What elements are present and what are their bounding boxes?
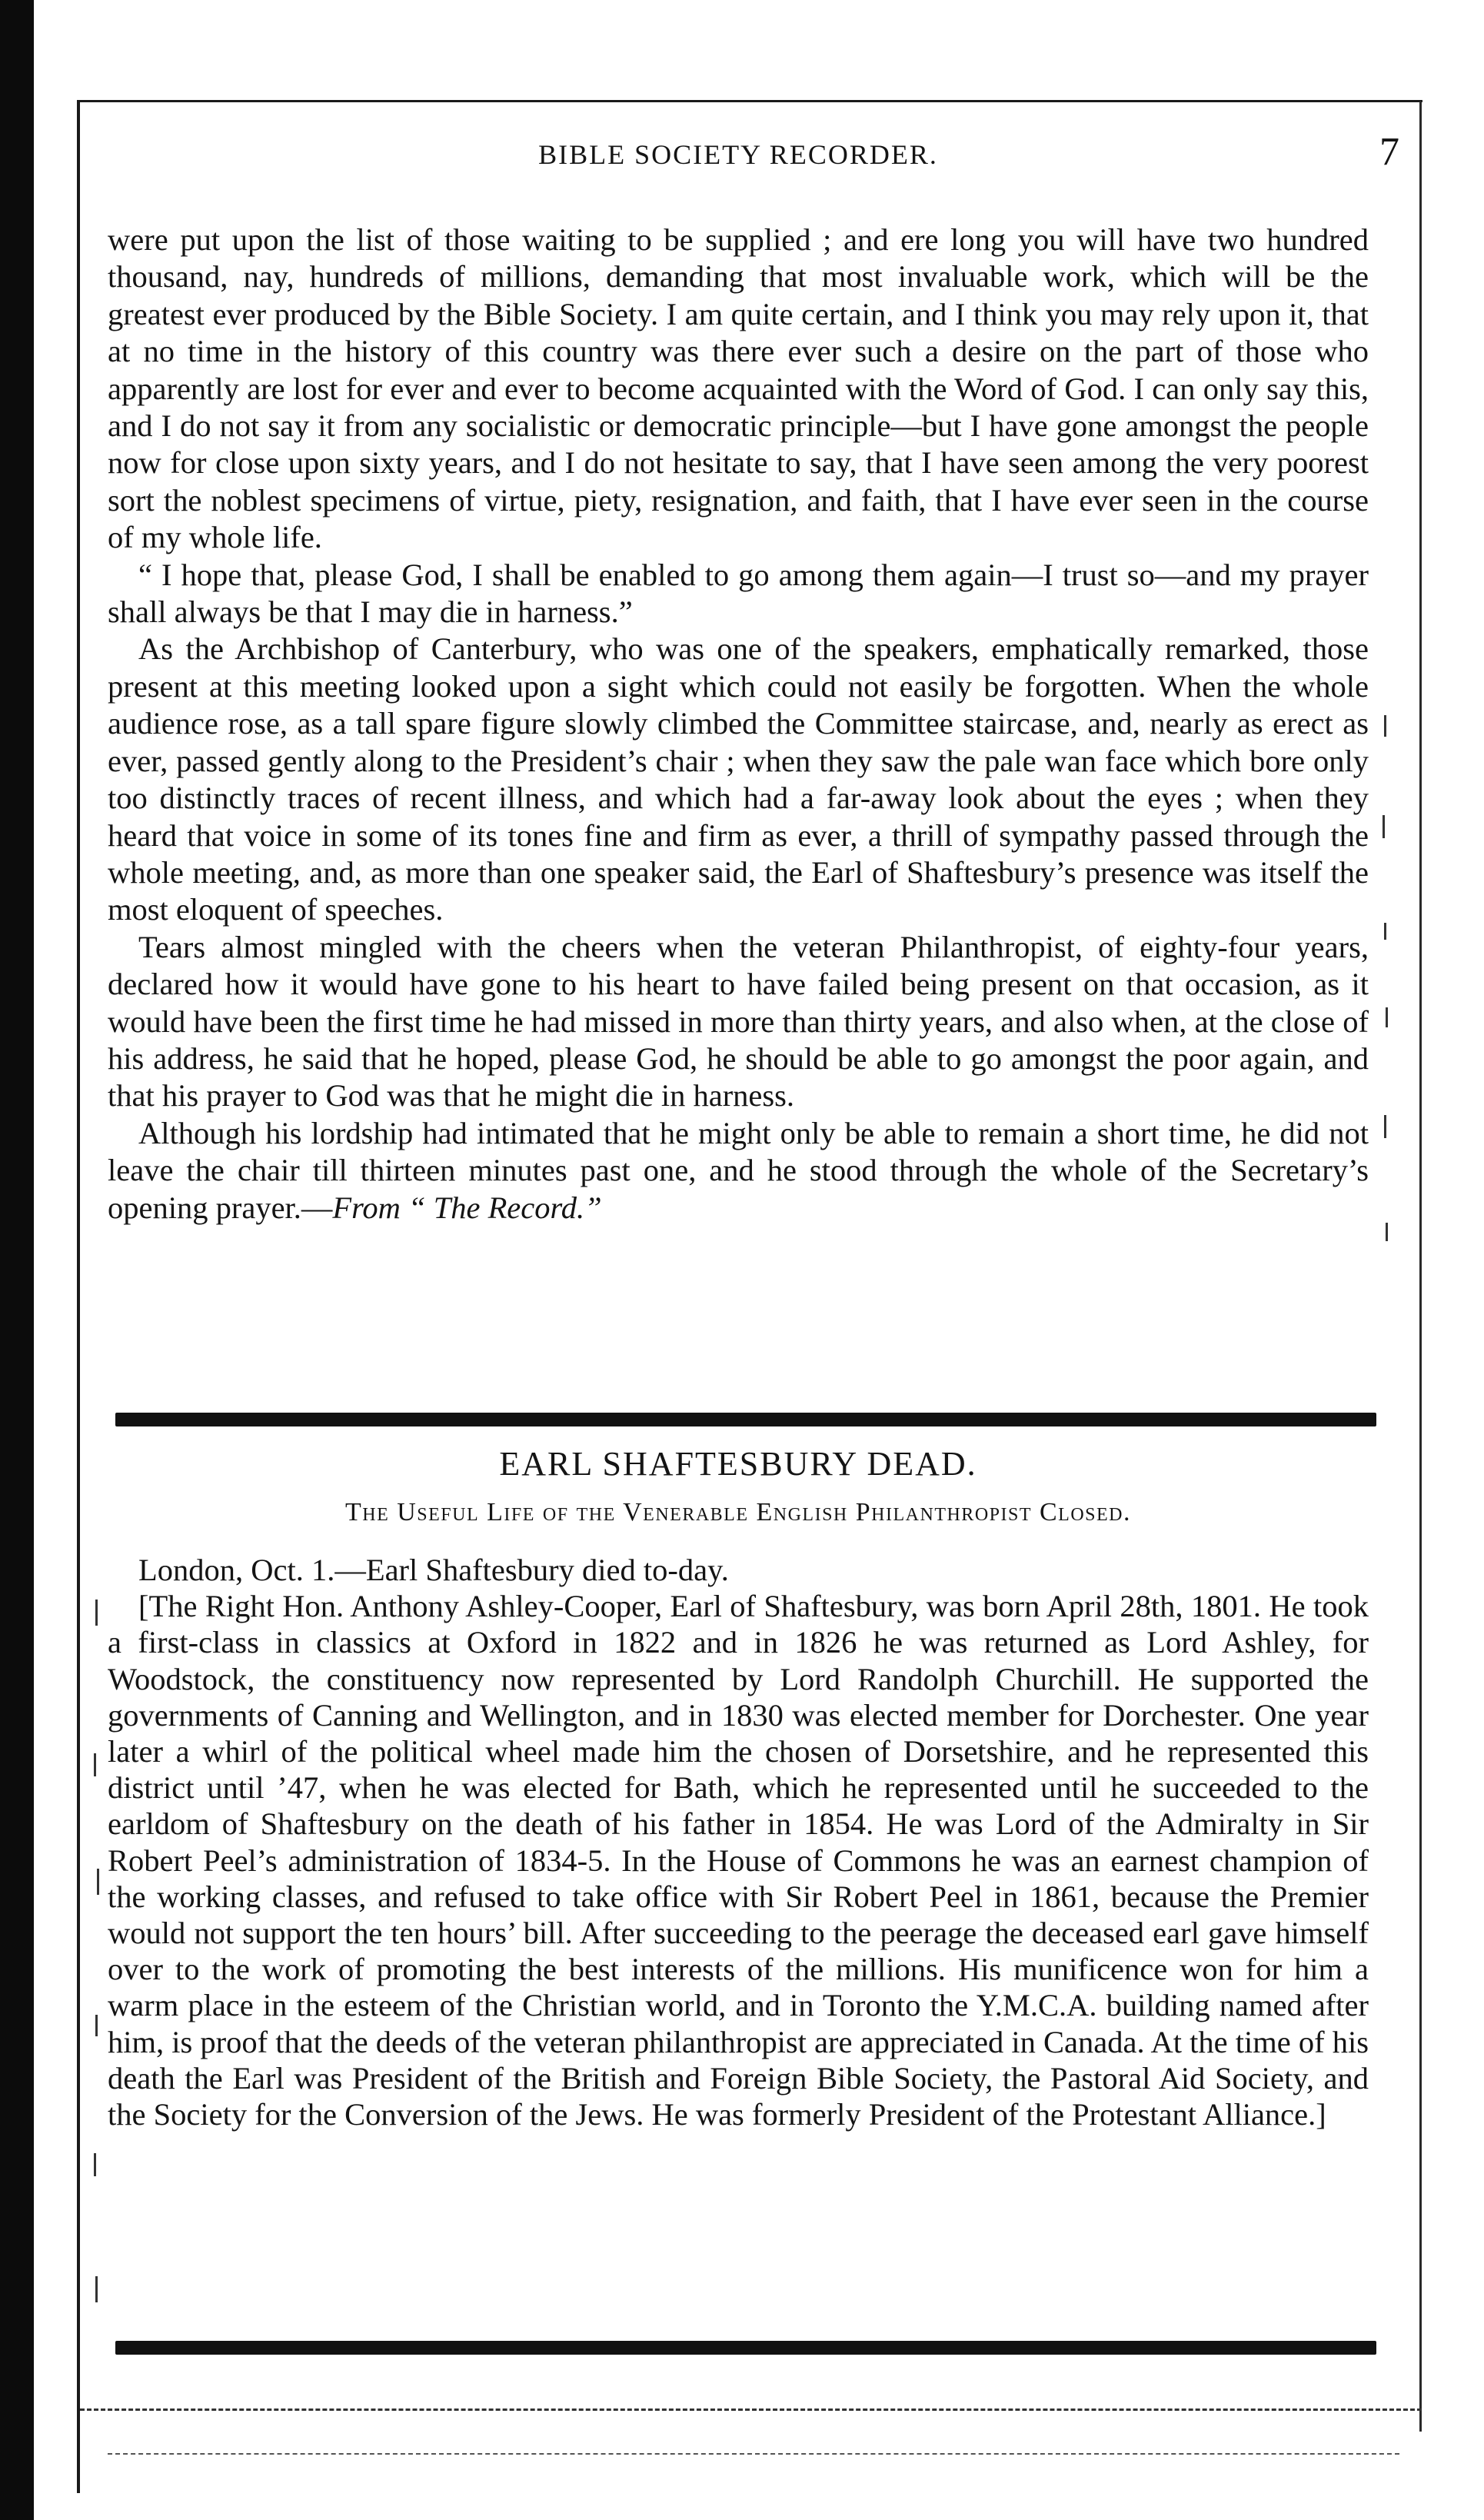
dateline: London, Oct. 1.—Earl Shaftesbury died to-day. [138, 1553, 729, 1587]
paragraph: As the Archbishop of Canterbury, who was one of the speakers, emphatically remarked, those present at this meeting looked upon a sight which could not easily be forgotten. When the whole audience rose, as a tall spare figure slowly climbed the Committee staircase, and, nearly as erect as ever, passed gently along to the President’s chair ; when they saw the pale wan face which bore only too distinctly traces of recent illness, and which had a far-away look about the eyes ; when they heard that voice in some of its tones fine and firm as ever, a thrill of sympathy passed through the whole meeting, and, as more than one speaker said, the Earl of Shaftesbury’s presence was itself the most eloquent of speeches. [108, 631, 1369, 927]
margin-mark [1386, 1007, 1388, 1027]
page-frame-right [1419, 102, 1422, 2432]
page-frame-left [77, 102, 80, 2493]
paragraph-text: Although his lordship had intimated that he might only be able to remain a short time, he did not leave the chair till thirteen minutes past one, and he stood through the whole of the Secretary’s opening prayer.— [108, 1115, 1369, 1225]
article-body [108, 1552, 1369, 2132]
margin-mark [1383, 815, 1385, 838]
article-title: EARL SHAFTESBURY DEAD. [499, 1445, 977, 1483]
margin-mark [95, 1600, 98, 1626]
article-subtitle: The Useful Life of the Venerable English Philanthropist Closed. [344, 1498, 1132, 1526]
paragraph: “ I hope that, please God, I shall be enabled to go among them again—I trust so—and my prayer shall always be that I may die in harness.” [108, 557, 1369, 630]
margin-mark [95, 2276, 98, 2302]
paragraph: [The Right Hon. Anthony Ashley-Cooper, Earl of Shaftesbury, was born April 28th, 1801. He took a first-class in classics at Oxford in 1822 and in 1826 he was returned as Lord Ashley, for Woodstock, the constituency now represented by Lord Randolph Churchill. He supported the governments of Canning and Wellington, and in 1830 was elected member for Dorchester. One year later a whirl of the political wheel made him the chosen of Dorsetshire, and he represented this district until ’47, when he was elected for Bath, which he represented until he succeeded to the earldom of Shaftesbury on the death of his father in 1854. He was Lord of the Admiralty in Sir Robert Peel’s administration of 1834-5. In the House of Commons he was an earnest champion of the working classes, and refused to take office with Sir Robert Peel in 1861, because the Premier would not support the ten hours’ bill. After succeeding to the peerage the deceased earl gave himself over to the work of promoting the best interests of the millions. His munificence won for him a warm place in the esteem of the Christian world, and in Toronto the Y.M.C.A. building named after him, is proof that the deeds of the veteran philanthropist are appreciated in Canada. At the time of his death the Earl was President of the British and Foreign Bible Society, the Pastoral Aid Society, and the Society for the Conversion of the Jews. He was formerly President of the Protestant Alliance.] [108, 1589, 1369, 2132]
paragraph-last [108, 1115, 1369, 1227]
scan-binding-edge [0, 0, 34, 2520]
paragraph: were put upon the list of those waiting to be supplied ; and ere long you will have two hundred thousand, nay, hundreds of millions, demanding that most invaluable work, which will be the greatest ever produced by the Bible Society. I am quite certain, and I think you may rely upon it, that at no time in the history of this country was there ever such a desire on the part of those who apparently are lost for ever and ever to become acquainted with the Word of God. I can only say this, and I do not say it from any socialistic or democratic principle—but I have gone amongst the people now for close upon sixty years, and I do not hesitate to say, that I have seen among the very poorest sort the noblest specimens of virtue, piety, resignation, and faith, that I have ever seen in the course of my whole life. [108, 222, 1369, 555]
margin-mark [1386, 1223, 1388, 1241]
page-number: 7 [1379, 130, 1399, 174]
margin-mark [94, 2153, 96, 2176]
page-frame-top [77, 100, 1422, 102]
speech-continuation [108, 221, 1369, 1227]
section-divider [115, 2341, 1376, 2355]
margin-mark [94, 1753, 96, 1776]
margin-mark [95, 2015, 98, 2036]
source-credit: From “ The Record.” [332, 1190, 602, 1225]
margin-mark [1384, 715, 1386, 737]
section-divider [115, 1413, 1376, 1426]
margin-mark [1384, 1115, 1386, 1138]
running-head: BIBLE SOCIETY RECORDER. [538, 139, 938, 170]
page-header [108, 130, 1399, 181]
page-frame-bottom [80, 2408, 1422, 2412]
page-frame-bottom-dashes [108, 2453, 1399, 2456]
paragraph: Tears almost mingled with the cheers when the veteran Philanthropist, of eighty-four years, declared how it would have gone to his heart to have failed being present on that occasion, as it would have been the first time he had missed in more than thirty years, and also when, at the close of his address, he said that he hoped, please God, he should be able to go amongst the poor again, and that his prayer to God was that he might die in harness. [108, 929, 1369, 1114]
margin-mark [1384, 923, 1386, 940]
margin-mark [97, 1869, 99, 1895]
